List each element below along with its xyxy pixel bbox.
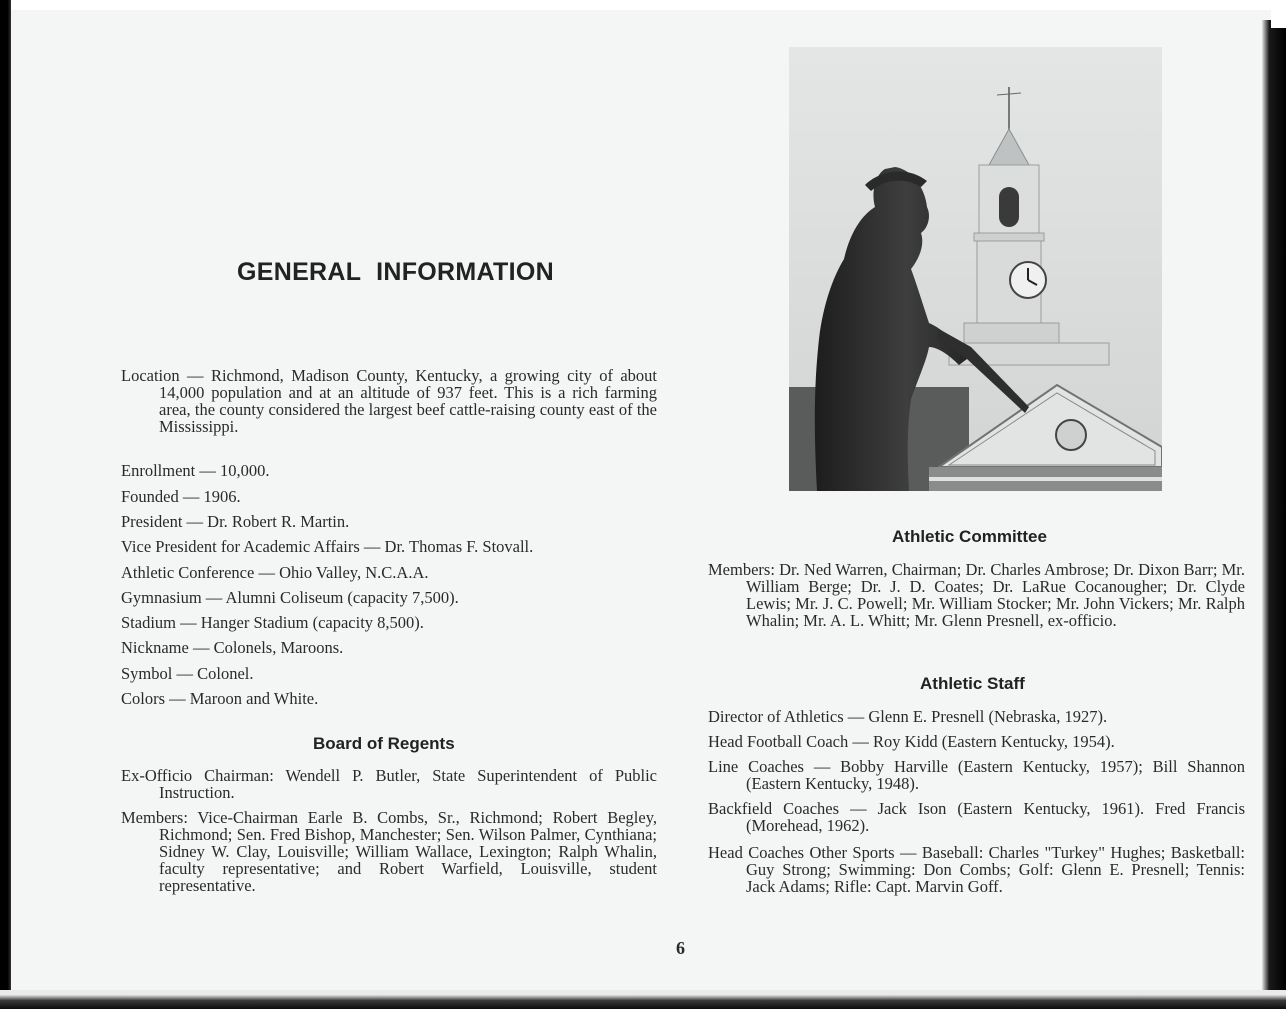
dash: — [900,843,917,862]
entry-label: Head Coaches Other Sports [708,843,895,862]
entry-label: Line Coaches [708,757,804,776]
dash: — [850,799,867,818]
info-president [121,513,657,530]
dash: — [258,563,275,582]
info-location [121,367,657,435]
info-gymnasium [121,589,657,606]
page-number: 6 [676,938,685,958]
entry-value: Vice-Chairman Earle B. Combs, Sr., Richmond; Robert Begley, Richmond; Sen. Fred Bishop, Manchester; Sen. Wilson Palmer, Cynthiana; Sidney W. Clay, Louisville; William Wallace, Lexington; Ralph Whalin, faculty representative; and Robert Warfield, Louisville, student representative. [159,808,658,895]
entry-label: Backfield Coaches [708,799,840,818]
scan-left-edge [0,0,11,1009]
dash: — [169,689,186,708]
staff-line-coaches [708,758,1245,792]
entry-label: Head Football Coach [708,732,849,751]
info-value: Maroon and White. [189,689,319,708]
info-nickname [121,639,657,656]
staff-director [708,708,1245,725]
info-value: Ohio Valley, N.C.A.A. [279,563,429,582]
info-label: Nickname [121,638,189,657]
info-value: Colonels, Maroons. [213,638,344,657]
staff-head-football-coach [708,733,1245,750]
scan-bottom-edge [0,990,1286,1009]
info-label: Enrollment [121,461,196,480]
scan-right-edge [1262,20,1286,995]
entry-label: Director of Athletics [708,707,844,726]
dash: — [199,461,216,480]
entry-label: Members: [708,560,775,579]
page-title: GENERAL INFORMATION [237,258,554,286]
info-value: Hanger Stadium (capacity 8,500). [200,613,424,632]
regents-ex-officio [121,767,657,801]
athletic-committee-heading: Athletic Committee [892,527,1047,546]
dash: — [187,366,204,385]
dash: — [813,757,831,776]
info-stadium [121,614,657,631]
dash: — [363,537,381,556]
info-value: Colonel. [197,664,254,683]
board-of-regents-heading: Board of Regents [313,734,455,753]
entry-value: Dr. Ned Warren, Chairman; Dr. Charles Ambrose; Dr. Dixon Barr; Mr. William Berge; Dr. J. D. Coates; Dr. LaRue Cocanougher; Dr. Clyde Lewis; Mr. J. C. Powell; Mr. William Stocker; Mr. John Vickers; Mr. Ralph Whalin; Mr. A. L. Whitt; Mr. Glenn Presnell, ex-officio. [746,560,1246,630]
info-value: Dr. Robert R. Martin. [207,512,350,531]
athletic-staff-heading: Athletic Staff [920,674,1025,693]
info-value: 10,000. [219,461,270,480]
info-value: 1906. [203,487,241,506]
regents-members [121,809,657,894]
info-label: Founded [121,487,179,506]
entry-value: Jack Ison (Eastern Kentucky, 1961). Fred Francis (Morehead, 1962). [746,799,1246,835]
entry-value: Bobby Harville (Eastern Kentucky, 1957); Bill Shannon (Eastern Kentucky, 1948). [746,757,1246,793]
info-label: Athletic Conference [121,563,255,582]
staff-other-sports [708,844,1245,895]
info-conference [121,564,657,581]
dash: — [180,613,197,632]
entry-value: Glenn E. Presnell (Nebraska, 1927). [868,707,1108,726]
entry-value: Baseball: Charles "Turkey" Hughes; Basketball: Guy Strong; Swimming: Don Combs; Golf: Glenn E. Presnell; Tennis: Jack Adams; Rifle: Capt. Marvin Goff. [746,843,1245,896]
dash: — [176,664,193,683]
info-colors [121,690,657,707]
scan-top-edge [0,0,1286,10]
info-value: Richmond, Madison County, Kentucky, a growing city of about 14,000 population and at an altitude of 937 feet. This is a rich farming area, the county considered the largest beef cattle-raising county east of the Mississippi. [159,366,657,436]
dash: — [186,512,204,531]
dash: — [192,638,210,657]
entry-label: Ex-Officio Chairman: [121,766,274,785]
dash: — [182,487,200,506]
info-value: Alumni Coliseum (capacity 7,500). [225,588,459,607]
info-label: Gymnasium [121,588,202,607]
info-symbol [121,665,657,682]
info-vice-president [121,538,657,555]
statue-clock-tower-photo [789,47,1162,491]
committee-members [708,561,1245,629]
info-value: Dr. Thomas F. Stovall. [384,537,534,556]
info-label: Symbol [121,664,173,683]
info-founded [121,488,657,505]
info-label: President [121,512,183,531]
info-label: Location [121,366,180,385]
dash: — [852,732,869,751]
entry-label: Members: [121,808,188,827]
info-label: Vice President for Academic Affairs [121,537,360,556]
dash: — [205,588,223,607]
staff-backfield-coaches [708,800,1245,834]
info-label: Colors [121,689,166,708]
entry-value: Roy Kidd (Eastern Kentucky, 1954). [872,732,1115,751]
dash: — [847,707,865,726]
scan-corner [1271,0,1286,28]
info-label: Stadium [121,613,177,632]
info-enrollment [121,462,657,479]
entry-value: Wendell P. Butler, State Superintendent of Public Instruction. [159,766,658,802]
